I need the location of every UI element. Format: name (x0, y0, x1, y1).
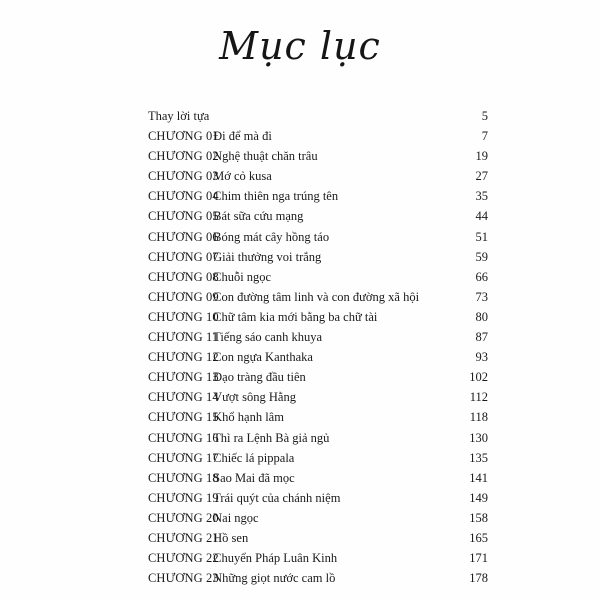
toc-entry-page: 158 (469, 510, 488, 525)
toc-entry-title: Bóng mát cây hồng táo (213, 229, 330, 244)
toc-entry (148, 327, 488, 347)
toc-entry-chapter: CHƯƠNG 22 (148, 551, 219, 566)
toc-entry-chapter: CHƯƠNG 23 (148, 571, 219, 586)
toc-entry-title: Những giọt nước cam lồ (213, 571, 336, 586)
toc-entry (148, 468, 488, 488)
toc-entry-page: 165 (469, 530, 488, 545)
toc-entry-title: Chữ tâm kia mới bằng ba chữ tài (213, 309, 378, 324)
toc-entry (148, 267, 488, 287)
toc-entry-page: 141 (469, 470, 488, 485)
toc-entry-chapter: CHƯƠNG 16 (148, 430, 219, 445)
toc-entry-chapter: CHƯƠNG 17 (148, 450, 219, 465)
toc-entry (148, 247, 488, 267)
toc-entry (148, 146, 488, 166)
toc-entry-page: 7 (481, 129, 488, 144)
toc-entry-title: Đi để mà đi (213, 129, 272, 144)
toc-entry-chapter: CHƯƠNG 01 (148, 129, 219, 144)
toc-entry (148, 367, 488, 387)
toc-entry (148, 307, 488, 327)
toc-entry-page: 73 (475, 289, 488, 304)
toc-entry-title: Giải thưởng voi trắng (213, 249, 322, 264)
toc-entry-chapter: CHƯƠNG 21 (148, 530, 219, 545)
toc-entry-page: 130 (469, 430, 488, 445)
toc-entry-chapter: CHƯƠNG 09 (148, 289, 219, 304)
toc-entry-title: Sao Mai đã mọc (213, 470, 295, 485)
toc-entry-title: Nghệ thuật chăn trâu (213, 149, 318, 164)
toc-entry (148, 407, 488, 427)
toc-entry (148, 488, 488, 508)
toc-entry-chapter: CHƯƠNG 13 (148, 370, 219, 385)
toc-entry (148, 508, 488, 528)
toc-entry (148, 548, 488, 568)
toc-entry-page: 112 (469, 390, 488, 405)
toc-entry-page: 87 (475, 330, 488, 345)
toc-entry-title: Thì ra Lệnh Bà giả ngủ (213, 430, 330, 445)
toc-entry-chapter: CHƯƠNG 02 (148, 149, 219, 164)
toc-entry (148, 428, 488, 448)
toc-entry-chapter: CHƯƠNG 05 (148, 209, 219, 224)
toc-entry (148, 126, 488, 146)
toc-entry-title: Trái quýt của chánh niệm (213, 490, 341, 505)
toc-entry-page: 59 (475, 249, 488, 264)
toc-entry-title: Mớ cỏ kusa (213, 169, 272, 184)
toc-entry-page: 19 (475, 149, 488, 164)
toc-entry-chapter: CHƯƠNG 20 (148, 510, 219, 525)
toc-entry-chapter: CHƯƠNG 19 (148, 490, 219, 505)
toc-entry-page: 149 (469, 490, 488, 505)
toc-entry-page: 171 (469, 551, 488, 566)
toc-entry (148, 166, 488, 186)
toc-entry-chapter: CHƯƠNG 12 (148, 350, 219, 365)
toc-entry-title: Chuyển Pháp Luân Kinh (213, 551, 338, 566)
toc-entry-chapter: CHƯƠNG 11 (148, 330, 219, 345)
toc-entry-page: 178 (469, 571, 488, 586)
toc-entry-chapter: CHƯƠNG 06 (148, 229, 219, 244)
toc-entry-chapter: CHƯƠNG 07 (148, 249, 219, 264)
toc-entry-page: 27 (475, 169, 488, 184)
toc-entry-chapter: CHƯƠNG 04 (148, 189, 219, 204)
toc-entry (148, 106, 488, 126)
toc-entry-page: 102 (469, 370, 488, 385)
toc-entry (148, 227, 488, 247)
toc-entry-title: Tiếng sáo canh khuya (213, 330, 323, 345)
toc-entry (148, 448, 488, 468)
toc-entry-title: Chim thiên nga trúng tên (213, 189, 339, 204)
toc-entry-title: Con ngựa Kanthaka (213, 350, 313, 365)
toc-entry-title: Nai ngọc (213, 510, 259, 525)
table-of-contents (148, 106, 488, 588)
toc-entry (148, 186, 488, 206)
toc-entry-chapter: CHƯƠNG 15 (148, 410, 219, 425)
toc-entry-title: Con đường tâm linh và con đường xã hội (213, 289, 420, 304)
toc-entry-title: Khổ hạnh lâm (213, 410, 284, 425)
toc-entry-title: Chuỗi ngọc (213, 269, 272, 284)
toc-entry (148, 347, 488, 367)
toc-entry-page: 118 (469, 410, 488, 425)
toc-entry-chapter: CHƯƠNG 03 (148, 169, 219, 184)
toc-entry (148, 568, 488, 588)
toc-entry (148, 387, 488, 407)
toc-entry (148, 528, 488, 548)
toc-entry-title: Bát sữa cứu mạng (213, 209, 304, 224)
toc-entry-page: 5 (481, 109, 488, 123)
toc-entry-page: 80 (475, 309, 488, 324)
toc-entry-page: 135 (469, 450, 488, 465)
toc-entry-title: Vượt sông Hằng (213, 390, 296, 405)
toc-entry-chapter: CHƯƠNG 10 (148, 309, 219, 324)
toc-entry-page: 35 (475, 189, 488, 204)
toc-entry (148, 287, 488, 307)
toc-entry-title: Thay lời tựa (148, 109, 210, 123)
toc-entry-page: 44 (475, 209, 488, 224)
toc-entry-title: Hồ sen (213, 530, 249, 545)
toc-entry-page: 51 (475, 229, 488, 244)
toc-entry-page: 93 (475, 350, 488, 365)
toc-entry-chapter: CHƯƠNG 18 (148, 470, 219, 485)
page-title: Mục lục (219, 24, 381, 68)
toc-entry-title: Đạo tràng đầu tiên (213, 370, 306, 385)
toc-entry-title: Chiếc lá pippala (213, 450, 295, 465)
toc-entry-chapter: CHƯƠNG 14 (148, 390, 219, 405)
toc-entry (148, 206, 488, 226)
toc-entry-chapter: CHƯƠNG 08 (148, 269, 219, 284)
toc-entry-page: 66 (475, 269, 488, 284)
